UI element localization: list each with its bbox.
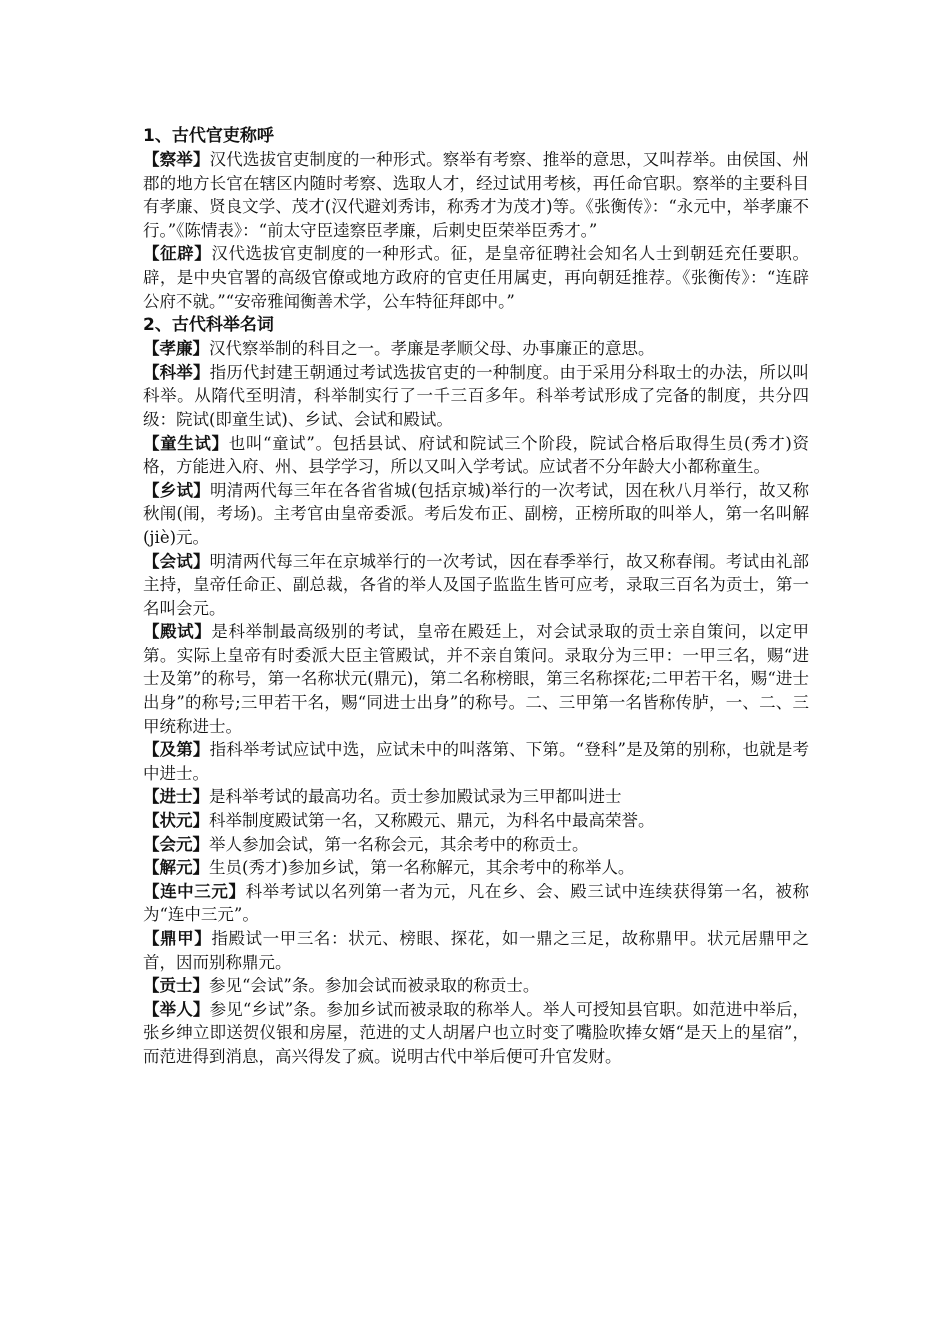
entry-jieyuan [143,856,809,880]
entry-term: 【会试】 [143,551,210,571]
entry-term: 【进士】 [143,787,209,807]
entry-text: 汉代察举制的科目之一。孝廉是孝顺父母、办事廉正的意思。 [209,339,655,359]
entry-term: 【征辟】 [143,244,212,264]
entry-text: 汉代选拔官吏制度的一种形式。征，是皇帝征聘社会知名人士到朝廷充任要职。辟，是中央官署的高级官僚或地方政府的官吏任用属吏，再向朝廷推荐。《张衡传》：“连辟公府不就。”“安帝雅闻衡善术学，公车特征拜郎中。” [143,244,810,311]
entry-text: 科举考试以名列第一者为元，凡在乡、会、殿三试中连续获得第一名，被称为“连中三元”。 [143,881,810,925]
section-heading: 1、古代官吏称呼 [143,126,274,146]
entry-term: 【及第】 [143,740,210,760]
document-body [143,124,809,1069]
entry-text: 明清两代每三年在各省省城(包括京城)举行的一次考试，因在秋八月举行，故又称秋闱(闱，考场)。主考官由皇帝委派。考后发布正、副榜，正榜所取的叫举人，第一名叫解(jiè)元。 [143,480,810,547]
entry-tongshengshi [143,432,809,479]
section-official-titles [143,124,809,313]
entry-term: 【殿试】 [143,622,212,642]
entry-huiyuan [143,833,809,857]
entry-xiaolian [143,337,809,361]
entry-term: 【贡士】 [143,976,209,996]
entry-term: 【童生试】 [143,433,229,453]
entry-term: 【察举】 [143,150,210,169]
entry-term: 【举人】 [143,999,210,1019]
entry-term: 【科举】 [143,362,210,382]
entry-text: 是科举制最高级别的考试，皇帝在殿廷上，对会试录取的贡士亲自策问，以定甲第。实际上皇帝有时委派大臣主管殿试，并不亲自策问。录取分为三甲：一甲三名，赐“进士及第”的称号，第一名称状元(鼎元)，第二名称榜眼，第三名称探花;二甲若干名，赐“进士出身”的称号;三甲若干名，赐“同进士出身”的称号。二、三甲第一名皆称传胪，一、二、三甲统称进士。 [143,622,810,736]
entry-juren [143,998,809,1069]
entry-chaju [143,148,809,242]
entry-huishi [143,550,809,621]
entry-keju [143,361,809,432]
entry-text: 汉代选拔官吏制度的一种形式。察举有考察、推举的意思，又叫荐举。由侯国、州郡的地方长官在辖区内随时考察、选取人才，经过试用考核，再任命官职。察举的主要科目有孝廉、贤良文学、茂才(汉代避刘秀讳，称秀才为茂才)等。《张衡传》：“永元中，举孝廉不行。”《陈情表》：“前太守臣逵察臣孝廉，后刺史臣荣举臣秀才。” [143,150,810,240]
entry-jidi [143,738,809,785]
entry-gongshi [143,974,809,998]
section-heading: 2、古代科举名词 [143,315,274,336]
entry-term: 【会元】 [143,834,209,854]
entry-zhengbi [143,242,809,313]
entry-text: 指殿试一甲三名：状元、榜眼、探花，如一鼎之三足，故称鼎甲。状元居鼎甲之首，因而别称鼎元。 [143,929,810,972]
entry-zhuangyuan [143,809,809,833]
entry-text: 也叫“童试”。包括县试、府试和院试三个阶段，院试合格后取得生员(秀才)资格，方能进入府、州、县学学习，所以又叫入学考试。应试者不分年龄大小都称童生。 [143,433,809,477]
entry-term: 【孝廉】 [143,339,209,359]
entry-dianshi [143,620,809,738]
entry-text: 参见“乡试”条。参加乡试而被录取的称举人。举人可授知县官职。如范进中举后，张乡绅立即送贺仪银和房屋，范进的丈人胡屠户也立时变了嘴脸吹捧女婿“是天上的星宿”，而范进得到消息，高兴得发了疯。说明古代中举后便可升官发财。 [143,999,809,1066]
entry-text: 举人参加会试，第一名称会元，其余考中的称贡士。 [209,834,589,854]
entry-xiangshi [143,479,809,550]
entry-text: 明清两代每三年在京城举行的一次考试，因在春季举行，故又称春闱。考试由礼部主持，皇帝任命正、副总裁，各省的举人及国子监监生皆可应考，录取三百名为贡士，第一名叫会元。 [143,551,810,618]
entry-term: 【乡试】 [143,480,210,500]
entry-dingjia [143,927,809,974]
entry-term: 【状元】 [143,811,209,831]
entry-text: 指科举考试应试中选，应试未中的叫落第、下第。“登科”是及第的别称，也就是考中进士。 [143,740,809,783]
entry-term: 【鼎甲】 [143,929,212,948]
entry-term: 【连中三元】 [143,881,246,901]
section-exam-terms [143,313,809,1068]
entry-text: 是科举考试的最高功名。贡士参加殿试录为三甲都叫进士 [209,787,622,807]
entry-lianzhongsanyuan [143,880,809,927]
entry-jinshi [143,785,809,809]
entry-text: 指历代封建王朝通过考试选拔官吏的一种制度。由于采用分科取士的办法，所以叫科举。从隋代至明清，科举制实行了一千三百多年。科举考试形成了完备的制度，共分四级：院试(即童生试)、乡试、会试和殿试。 [143,362,810,429]
entry-term: 【解元】 [143,858,209,878]
entry-text: 科举制度殿试第一名，又称殿元、鼎元，为科名中最高荣誉。 [209,811,655,831]
entry-text: 生员(秀才)参加乡试，第一名称解元，其余考中的称举人。 [209,858,635,878]
entry-text: 参见“会试”条。参加会试而被录取的称贡士。 [209,976,540,996]
